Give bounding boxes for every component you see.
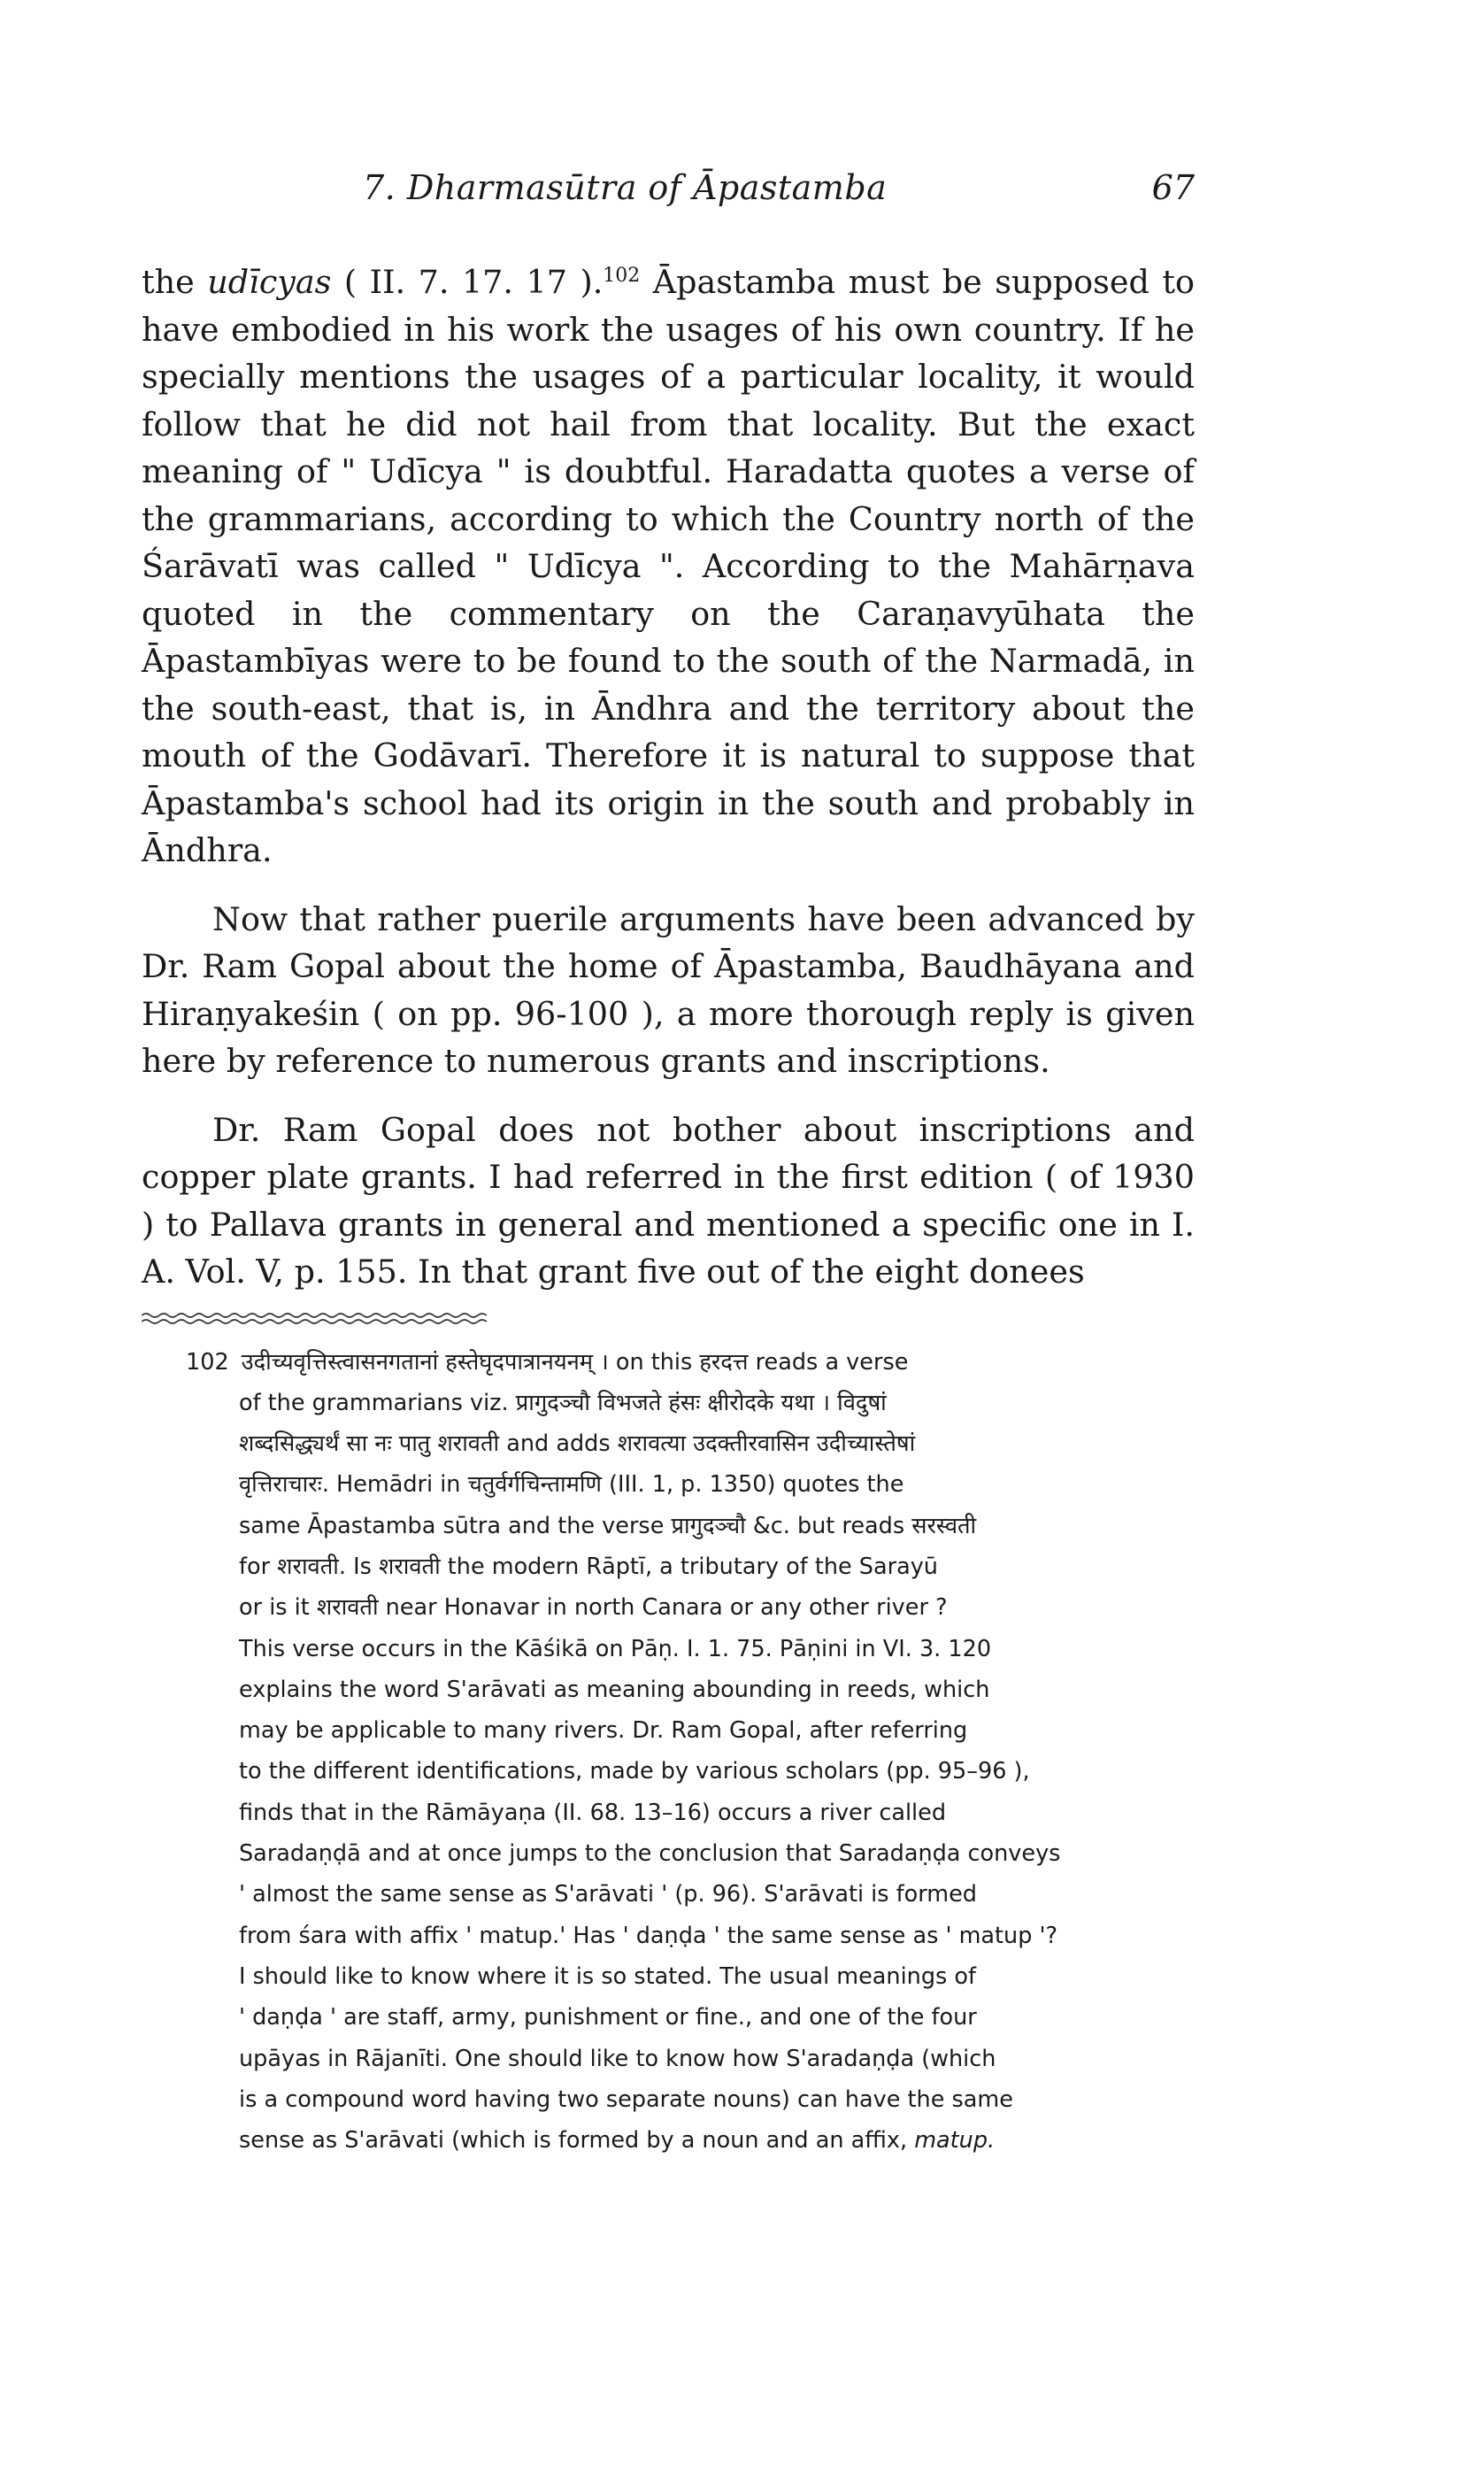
footnote-line: for शरावती. Is शरावती the modern Rāptī, a tributary of the Sarayū xyxy=(239,1553,938,1580)
footnote-line: finds that in the Rāmāyaṇa (II. 68. 13–16) occurs a river called xyxy=(239,1799,947,1826)
paragraph-1 xyxy=(142,258,1195,875)
footnote-line: is a compound word having two separate nouns) can have the same xyxy=(239,2085,1013,2113)
page xyxy=(142,168,1195,2161)
footnote-final-term: matup. xyxy=(914,2127,996,2155)
footnote-separator xyxy=(142,1312,487,1326)
footnote-line: explains the word S'arāvati as meaning abounding in reeds, which xyxy=(239,1676,990,1703)
footnote-line: same Āpastamba sūtra and the verse प्रागुदञ्चौ &c. but reads सरस्वती xyxy=(239,1512,977,1539)
footnote-line: upāyas in Rājanīti. One should like to know how S'aradaṇḍa (which xyxy=(239,2045,996,2072)
footnote-line: Saradaṇḍā and at once jumps to the conclusion that Saradaṇḍa conveys xyxy=(239,1840,1061,1868)
footnote-line: This verse occurs in the Kāśikā on Pāṇ. I. 1. 75. Pāṇini in VI. 3. 120 xyxy=(239,1635,992,1662)
footnote-102 xyxy=(186,1342,1195,2162)
footnote-reference[interactable]: 102 xyxy=(603,264,641,287)
paragraph-1-citation: ( II. 7. 17. 17 ). xyxy=(331,263,604,301)
paragraph-2: Now that rather puerile arguments have been advanced by Dr. Ram Gopal about the home of Āpastamba, Baudhāyana and Hiraṇyakeśin ( on pp. 96-100 ), a more thorough reply is given here by reference to numerous grants and inscriptions. xyxy=(142,899,1195,1080)
footnote-line: ' almost the same sense as S'arāvati ' (p. 96). S'arāvati is formed xyxy=(239,1881,977,1908)
footnote-line: ' daṇḍa ' are staff, army, punishment or fine., and one of the four xyxy=(239,2004,977,2031)
footnote-line: 102 उदीच्यवृत्तिस्त्वासनगतानां हस्तेघृदपात्रानयनम् । on this हरदत्त reads a verse xyxy=(186,1348,909,1376)
paragraph-3: Dr. Ram Gopal does not bother about inscriptions and copper plate grants. I had referred in the first edition ( of 1930 ) to Pallava grants in general and mentioned a specific one in I. A. Vol. V, p. 155. In that grant five out of the eight donees xyxy=(142,1110,1195,1291)
footnote-line: शब्दसिद्ध्यर्थं सा नः पातु शरावती and adds शरावत्या उदक्तीरवासिन उदीच्यास्तेषां xyxy=(239,1430,916,1458)
paragraph-1-lead: the xyxy=(142,263,208,301)
footnote-line: or is it शरावती near Honavar in north Canara or any other river ? xyxy=(239,1594,948,1622)
running-title: 7. Dharmasūtra of Āpastamba xyxy=(363,168,888,207)
footnote-line: of the grammarians viz. प्रागुदञ्चौ विभजते हंसः क्षीरोदके यथा । विदुषां xyxy=(239,1389,887,1416)
page-number: 67 xyxy=(1151,168,1195,207)
footnote-line: to the different identifications, made by various scholars (pp. 95–96 ), xyxy=(239,1758,1030,1785)
footnote-number: 102 xyxy=(186,1348,229,1376)
running-head xyxy=(142,168,1195,212)
paragraph-1-term: udīcyas xyxy=(207,263,332,301)
footnote-line: may be applicable to many rivers. Dr. Ram Gopal, after referring xyxy=(239,1717,968,1745)
footnote-line: sense as S'arāvati (which is formed by a noun and an affix, matup. xyxy=(239,2127,996,2155)
paragraph-1-body: Āpastamba must be supposed to have embodied in his work the usages of his own country. If he specially mentions the usages of a particular locality, it would follow that he did not hail from that locality. But the exact meaning of " Udīcya " is doubtful. Haradatta quotes a verse of the grammarians, according to which the Country north of the Śarāvatī was called " Udīcya ". According to the Mahārṇava quoted in the commentary on the Caraṇavyūhata the Āpastambīyas were to be found to the south of the Narmadā, in the south-east, that is, in Āndhra and the territory about the mouth of the Godāvarī. Therefore it is natural to suppose that Āpastamba's school had its origin in the south and probably in Āndhra. xyxy=(142,263,1195,869)
footnote-line: वृत्तिराचारः. Hemādri in चतुर्वर्गचिन्तामणि (III. 1, p. 1350) quotes the xyxy=(239,1471,904,1499)
footnote-line: I should like to know where it is so stated. The usual meanings of xyxy=(239,1962,976,1990)
footnote-line: from śara with affix ' matup.' Has ' daṇḍa ' the same sense as ' matup '? xyxy=(239,1922,1058,1949)
